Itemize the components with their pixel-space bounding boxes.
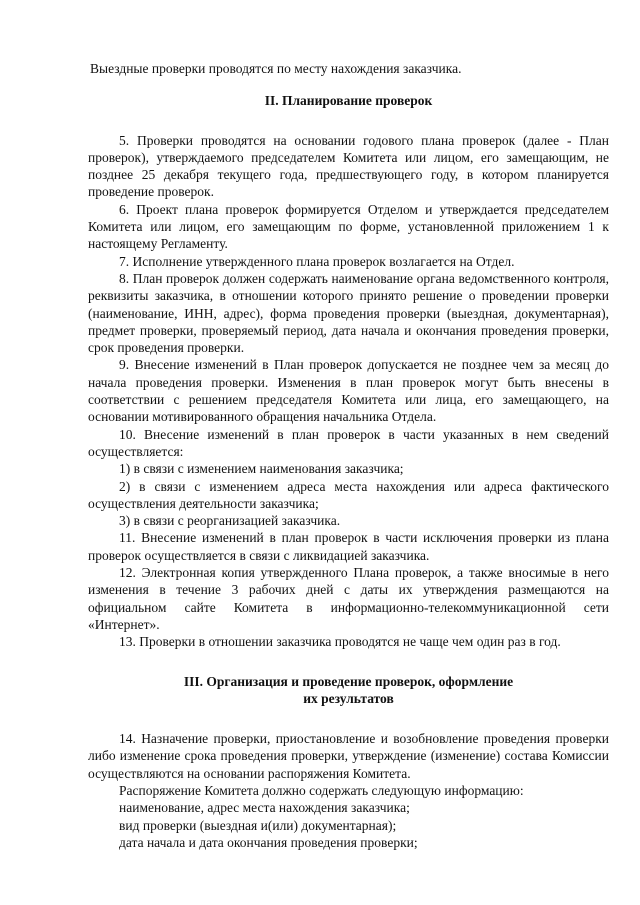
paragraph-14: 14. Назначение проверки, приостановление и возобновление проведения проверки либо изменение срока проведения проверки, утверждение (изменение) состава Комиссии осуществляются на основании распоряжения Комитета. [88,731,609,781]
paragraph-12: 12. Электронная копия утвержденного Плана проверок, а также вносимые в него изменения в течение 3 рабочих дней с даты их утверждения размещаются на официальном сайте Комитета в информационно-телекоммуникационной сети «Интернет». [88,565,609,632]
paragraph-11: 11. Внесение изменений в план проверок в части исключения проверки из плана проверок осуществляется в связи с ликвидацией заказчика. [88,530,609,563]
intro-paragraph: Выездные проверки проводятся по месту нахождения заказчика. [90,61,462,76]
order-item-inspection-type: вид проверки (выездная и(или) документарная); [119,817,397,833]
paragraph-6: 6. Проект плана проверок формируется Отделом и утверждается председателем Комитета или лицом, его замещающим по форме, установленной приложением 1 к настоящему Регламенту. [88,201,609,252]
paragraph-9: 9. Внесение изменений в План проверок допускается не позднее чем за месяц до начала проведения проверки. Изменения в план проверок могут быть внесены в соответствии с решением председателя Комитета или лица, его замещающего, на основании мотивированного обращения начальника Отдела. [88,357,609,425]
order-item-name-address: наименование, адрес места нахождения заказчика; [119,800,410,816]
paragraph-5: 5. Проверки проводятся на основании годового плана проверок (далее - План проверок), утверждаемого председателем Комитета или лицом, его замещающим, не позднее 25 декабря текущего года, предшествующего году, в котором планируется проведение проверок. [88,132,609,200]
paragraph-7: 7. Исполнение утвержденного плана проверок возлагается на Отдел. [119,253,515,269]
section-2-title: II. Планирование проверок [264,93,433,109]
paragraph-13: 13. Проверки в отношении заказчика проводятся не чаще чем один раз в год. [119,634,561,650]
order-contents-intro: Распоряжение Комитета должно содержать следующую информацию: [119,782,524,798]
section-3-title-line-2: их результатов [303,690,394,706]
list-item-2: 2) в связи с изменением адреса места нахождения или адреса фактического осуществления деятельности заказчика; [88,478,609,511]
list-item-1: 1) в связи с изменением наименования заказчика; [119,461,404,477]
list-item-3: 3) в связи с реорганизацией заказчика. [119,513,341,529]
section-2-body [88,132,609,651]
section-3-title-line-1: III. Организация и проведение проверок, оформление [183,673,514,689]
section-3-body [88,730,609,851]
paragraph-10: 10. Внесение изменений в план проверок в части указанных в нем сведений осуществляется: [88,426,609,459]
order-item-dates: дата начала и дата окончания проведения проверки; [119,834,418,850]
section-3-title [88,673,609,708]
paragraph-8: 8. План проверок должен содержать наименование органа ведомственного контроля, реквизиты заказчика, в отношении которого принято решение о проведении проверки (наименование, ИНН, адрес), форма проведения проверки (выездная, документарная), предмет проверки, проверяемый период, дата начала и окончания проведения проверки, срок проведения проверки. [88,270,609,356]
